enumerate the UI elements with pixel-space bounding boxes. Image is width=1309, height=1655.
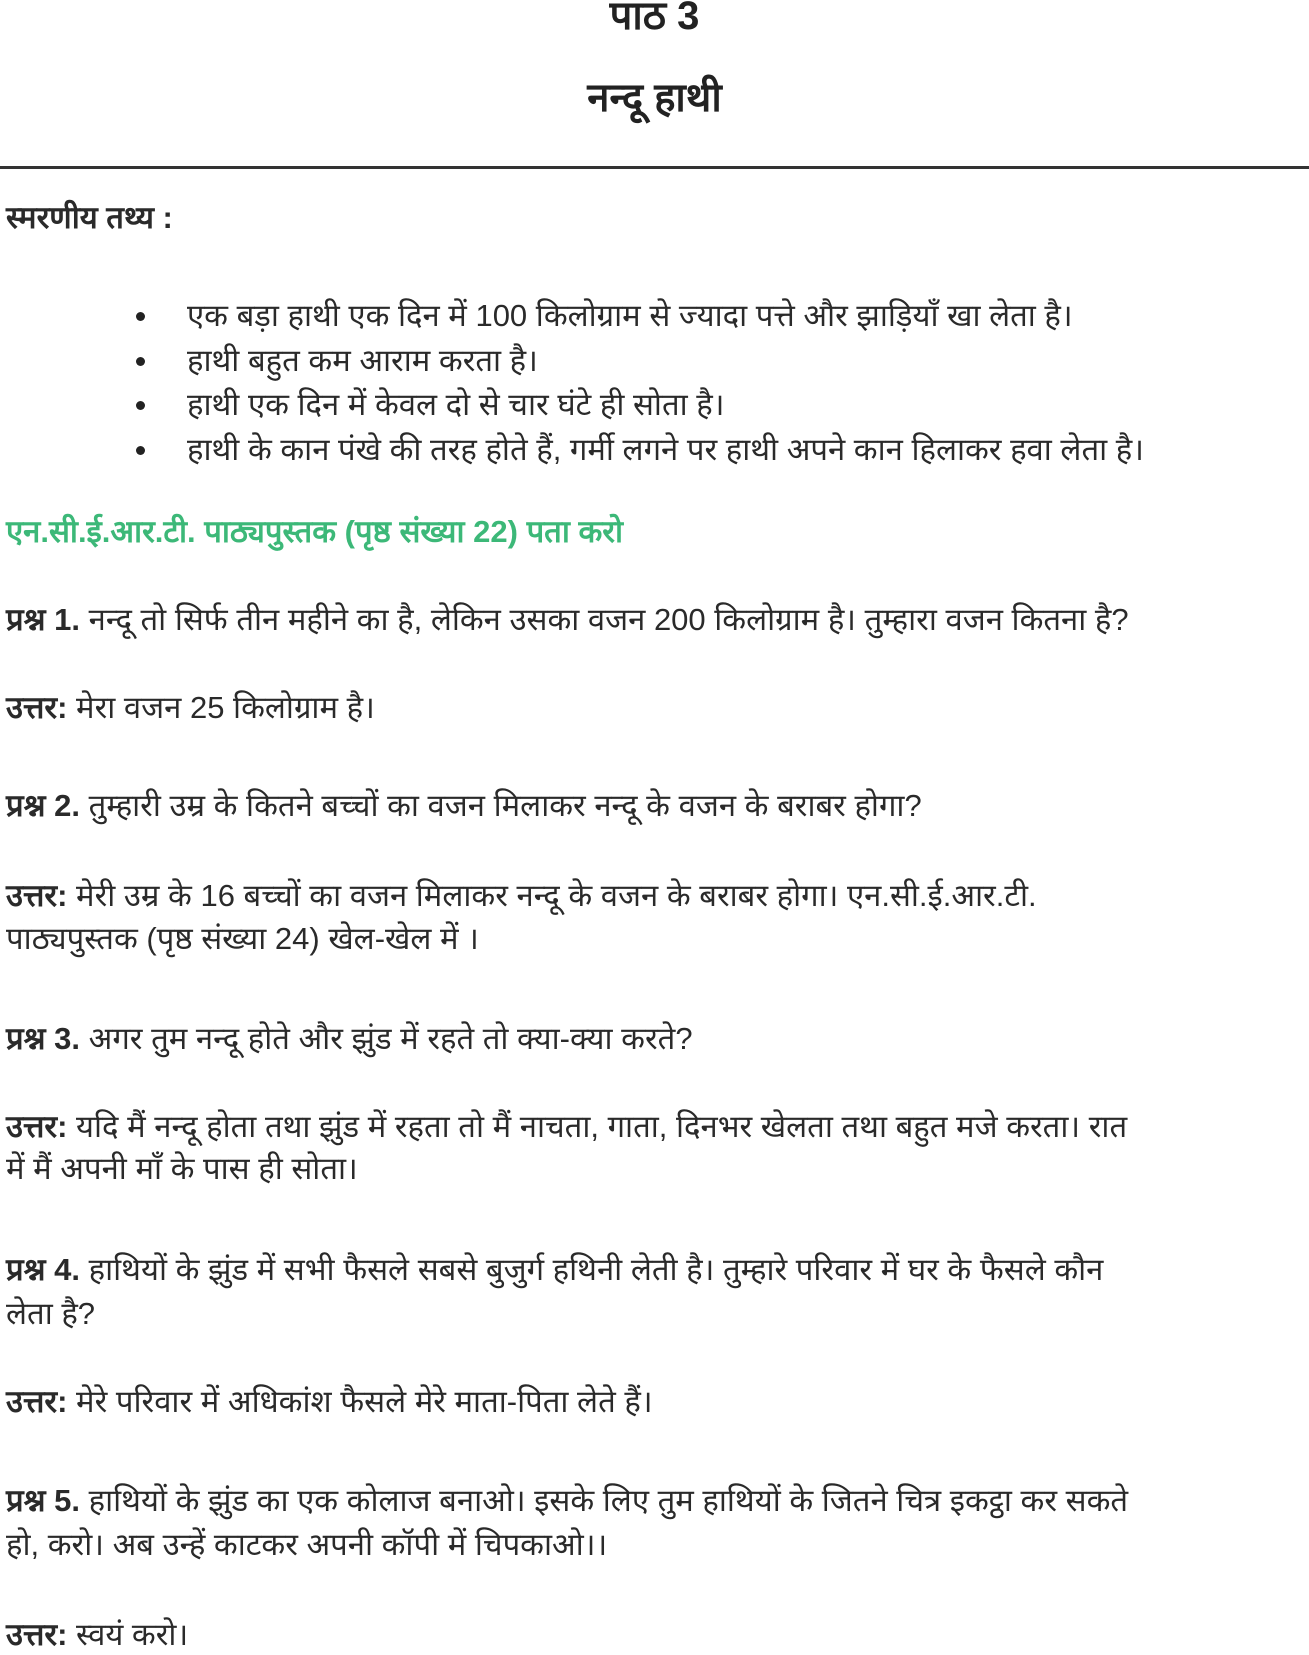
lesson-number: पाठ 3 <box>609 0 700 38</box>
question-label: प्रश्न 4. <box>6 1252 81 1287</box>
answer-1: उत्तर: मेरा वजन 25 किलोग्राम है। <box>6 690 375 725</box>
divider <box>0 166 1309 169</box>
answer-label: उत्तर: <box>6 878 68 913</box>
answer-3: उत्तर: यदि मैं नन्दू होता तथा झुंड में रहता तो मैं नाचता, गाता, दिनभर खेलता तथा बहुत मजे करता। रात <box>6 1109 1128 1144</box>
bullet-icon <box>136 446 145 455</box>
facts-heading: स्मरणीय तथ्य : <box>6 200 173 235</box>
fact-item: हाथी बहुत कम आराम करता है। <box>187 343 538 378</box>
question-4-cont: लेता है? <box>6 1296 96 1331</box>
bullet-icon <box>136 312 145 321</box>
question-label: प्रश्न 2. <box>6 788 81 823</box>
section-heading: एन.सी.ई.आर.टी. पाठ्यपुस्तक (पृष्ठ संख्या 22) पता करो <box>6 514 624 549</box>
answer-label: उत्तर: <box>6 1109 68 1144</box>
answer-2: उत्तर: मेरी उम्र के 16 बच्चों का वजन मिलाकर नन्दू के वजन के बराबर होगा। एन.सी.ई.आर.टी. <box>6 878 1037 913</box>
page-title: नन्दू हाथी <box>587 76 722 120</box>
answer-label: उत्तर: <box>6 1617 68 1652</box>
bullet-icon <box>136 357 145 366</box>
answer-2-cont: पाठ्यपुस्तक (पृष्ठ संख्या 24) खेल-खेल में । <box>6 921 479 956</box>
answer-5: उत्तर: स्वयं करो। <box>6 1617 189 1652</box>
answer-3-cont: में मैं अपनी माँ के पास ही सोता। <box>6 1151 358 1186</box>
question-2: प्रश्न 2. तुम्हारी उम्र के कितने बच्चों का वजन मिलाकर नन्दू के वजन के बराबर होगा? <box>6 788 922 823</box>
question-label: प्रश्न 3. <box>6 1021 81 1056</box>
answer-label: उत्तर: <box>6 690 68 725</box>
question-label: प्रश्न 1. <box>6 602 81 637</box>
question-1: प्रश्न 1. नन्दू तो सिर्फ तीन महीने का है, लेकिन उसका वजन 200 किलोग्राम है। तुम्हारा वजन कितना है? <box>6 602 1129 637</box>
question-4: प्रश्न 4. हाथियों के झुंड में सभी फैसले सबसे बुजुर्ग हथिनी लेती है। तुम्हारे परिवार में घर के फैसले कौन <box>6 1252 1104 1287</box>
answer-label: उत्तर: <box>6 1384 68 1419</box>
question-5-cont: हो, करो। अब उन्हें काटकर अपनी कॉपी में चिपकाओ।। <box>6 1527 608 1562</box>
fact-item: हाथी एक दिन में केवल दो से चार घंटे ही सोता है। <box>187 387 725 422</box>
bullet-icon <box>136 401 145 410</box>
answer-4: उत्तर: मेरे परिवार में अधिकांश फैसले मेरे माता-पिता लेते हैं। <box>6 1384 653 1419</box>
fact-item: एक बड़ा हाथी एक दिन में 100 किलोग्राम से ज्यादा पत्ते और झाड़ियाँ खा लेता है। <box>187 298 1073 333</box>
question-5: प्रश्न 5. हाथियों के झुंड का एक कोलाज बनाओ। इसके लिए तुम हाथियों के जितने चित्र इकट्ठा कर सकते <box>6 1483 1129 1518</box>
question-3: प्रश्न 3. अगर तुम नन्दू होते और झुंड में रहते तो क्या-क्या करते? <box>6 1021 693 1056</box>
question-label: प्रश्न 5. <box>6 1483 81 1518</box>
fact-item: हाथी के कान पंखे की तरह होते हैं, गर्मी लगने पर हाथी अपने कान हिलाकर हवा लेता है। <box>187 432 1144 467</box>
